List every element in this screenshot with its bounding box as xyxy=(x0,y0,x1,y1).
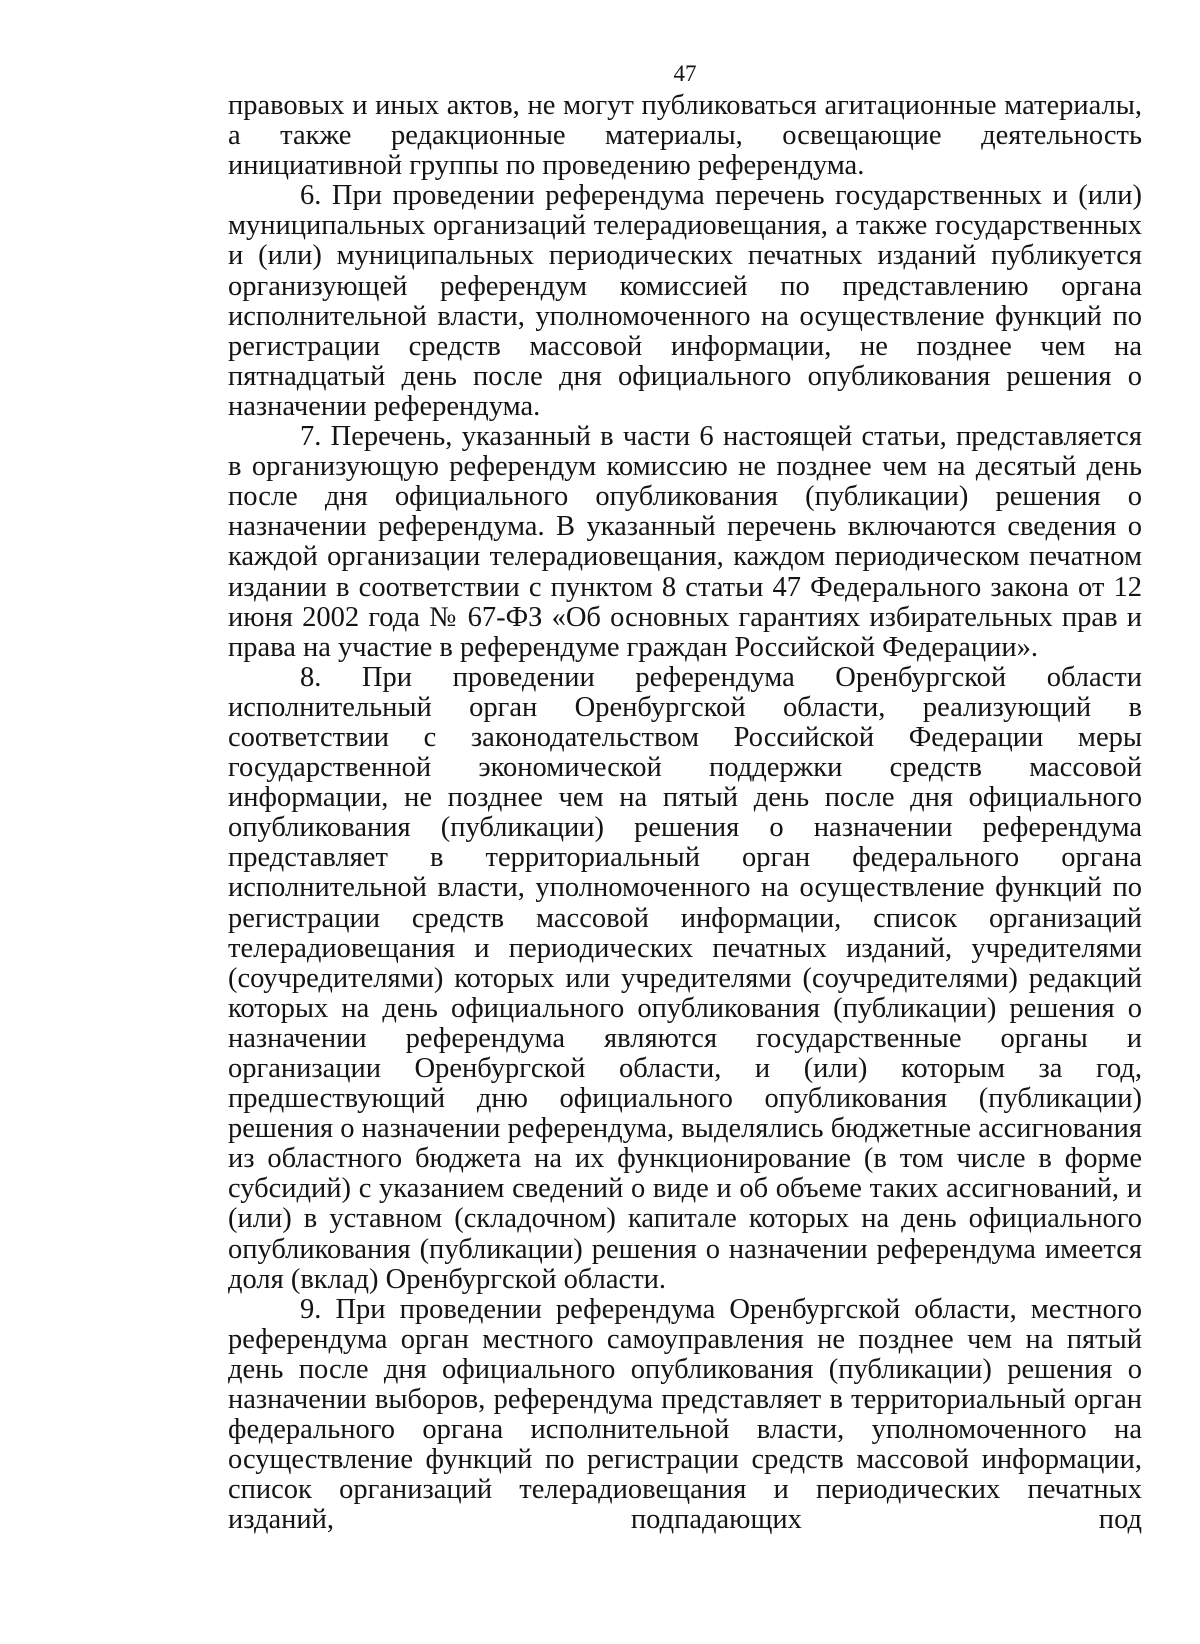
document-body xyxy=(228,91,1142,1536)
paragraph-item-8: 8. При проведении референдума Оренбургской области исполнительный орган Оренбургской области, реализующий в соответствии с законодательством Российской Федерации меры государственной экономической поддержки средств массовой информации, не позднее чем на пятый день после дня официального опубликования (публикации) решения о назначении референдума представляет в территориальный орган федерального органа исполнительной власти, уполномоченного на осуществление функций по регистрации средств массовой информации, список организаций телерадиовещания и периодических печатных изданий, учредителями (соучредителями) которых или учредителями (соучредителями) редакций которых на день официального опубликования (публикации) решения о назначении референдума являются государственные органы и организации Оренбургской области, и (или) которым за год, предшествующий дню официального опубликования (публикации) решения о назначении референдума, выделялись бюджетные ассигнования из областного бюджета на их функционирование (в том числе в форме субсидий) с указанием сведений о виде и об объеме таких ассигнований, и (или) в уставном (складочном) капитале которых на день официального опубликования (публикации) решения о назначении референдума имеется доля (вклад) Оренбургской области. xyxy=(228,661,1142,1295)
paragraph-continued: правовых и иных актов, не могут публиковаться агитационные материалы, а также редакционные материалы, освещающие деятельность инициативной группы по проведению референдума. xyxy=(228,90,1142,182)
page-number: 47 xyxy=(673,61,697,86)
paragraph-item-6: 6. При проведении референдума перечень государственных и (или) муниципальных организаций телерадиовещания, а также государственных и (или) муниципальных периодических печатных изданий публикуется организующей референдум комиссией по представлению органа исполнительной власти, уполномоченного на осуществление функций по регистрации средств массовой информации, не позднее чем на пятнадцатый день после дня официального опубликования решения о назначении референдума. xyxy=(228,180,1142,422)
paragraph-item-7: 7. Перечень, указанный в части 6 настоящей статьи, представляется в организующую референдум комиссию не позднее чем на десятый день после дня официального опубликования (публикации) решения о назначении референдума. В указанный перечень включаются сведения о каждой организации телерадиовещания, каждом периодическом печатном издании в соответствии с пунктом 8 статьи 47 Федерального закона от 12 июня 2002 года № 67-ФЗ «Об основных гарантиях избирательных прав и права на участие в референдуме граждан Российской Федерации». xyxy=(228,421,1142,663)
paragraph-item-9: 9. При проведении референдума Оренбургской области, местного референдума орган местного самоуправления не позднее чем на пятый день после дня официального опубликования (публикации) решения о назначении выборов, референдума представляет в территориальный орган федерального органа исполнительной власти, уполномоченного на осуществление функций по регистрации средств массовой информации, список организаций телерадиовещания и периодических печатных изданий, подпадающих под xyxy=(228,1293,1142,1536)
